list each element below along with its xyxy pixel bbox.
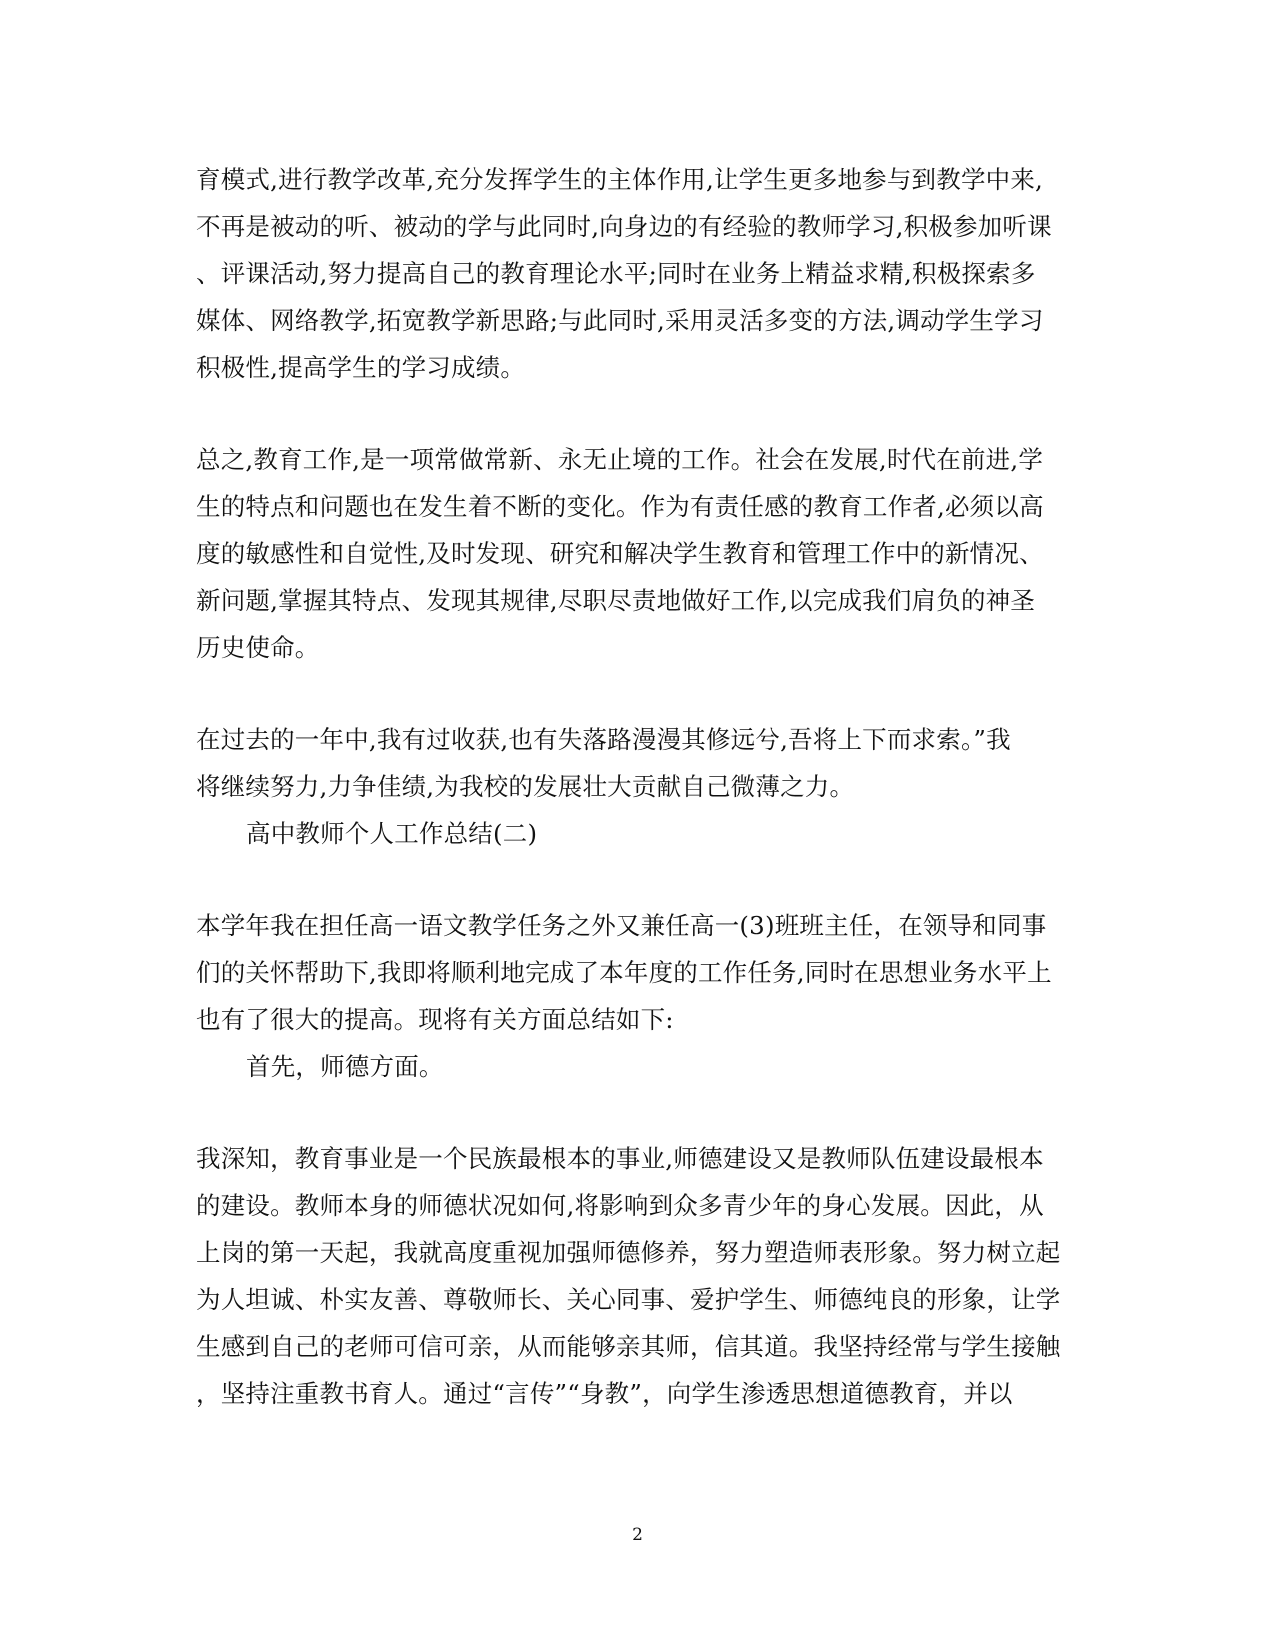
text-line: 将继续努力,力争佳绩,为我校的发展壮大贡献自己微薄之力。 <box>196 772 855 801</box>
text-line: 不再是被动的听、被动的学与此同时,向身边的有经验的教师学习,积极参加听课 <box>196 212 1052 241</box>
text-line: 度的敏感性和自觉性,及时发现、研究和解决学生教育和管理工作中的新情况、 <box>196 539 1044 568</box>
text-line: 媒体、网络教学,拓宽教学新思路;与此同时,采用灵活多变的方法,调动学生学习 <box>196 306 1044 335</box>
text-line: 本学年我在担任高一语文教学任务之外又兼任高一(3)班班主任，在领导和同事 <box>196 911 1047 940</box>
subsection-heading: 首先，师德方面。 <box>246 1052 444 1081</box>
text-line: 新问题,掌握其特点、发现其规律,尽职尽责地做好工作,以完成我们肩负的神圣 <box>196 586 1036 615</box>
text-line: 的建设。教师本身的师德状况如何,将影响到众多青少年的身心发展。因此，从 <box>196 1191 1044 1220</box>
text-line: 积极性,提高学生的学习成绩。 <box>196 353 526 382</box>
text-line: 我深知，教育事业是一个民族最根本的事业,师德建设又是教师队伍建设最根本 <box>196 1144 1044 1173</box>
text-line: 在过去的一年中,我有过收获,也有失落路漫漫其修远兮,吾将上下而求索。”我 <box>196 725 1011 754</box>
page-number: 2 <box>632 1525 643 1545</box>
section-heading: 高中教师个人工作总结(二) <box>246 819 538 848</box>
text-line: ，坚持注重教书育人。通过“言传”“身教”，向学生渗透思想道德教育，并以 <box>196 1379 1013 1408</box>
text-line: 上岗的第一天起，我就高度重视加强师德修养，努力塑造师表形象。努力树立起 <box>196 1238 1061 1267</box>
text-line: 生的特点和问题也在发生着不断的变化。作为有责任感的教育工作者,必须以高 <box>196 492 1044 521</box>
text-line: 为人坦诚、朴实友善、尊敬师长、关心同事、爱护学生、师德纯良的形象，让学 <box>196 1285 1061 1314</box>
text-line: 、评课活动,努力提高自己的教育理论水平;同时在业务上精益求精,积极探索多 <box>196 259 1036 288</box>
text-line: 生感到自己的老师可信可亲，从而能够亲其师，信其道。我坚持经常与学生接触 <box>196 1332 1061 1361</box>
text-line: 们的关怀帮助下,我即将顺利地完成了本年度的工作任务,同时在思想业务水平上 <box>196 958 1052 987</box>
text-line: 历史使命。 <box>196 633 320 662</box>
text-line: 总之,教育工作,是一项常做常新、永无止境的工作。社会在发展,时代在前进,学 <box>196 445 1044 474</box>
text-line: 育模式,进行教学改革,充分发挥学生的主体作用,让学生更多地参与到教学中来, <box>196 165 1044 194</box>
text-line: 也有了很大的提高。现将有关方面总结如下: <box>196 1005 674 1034</box>
